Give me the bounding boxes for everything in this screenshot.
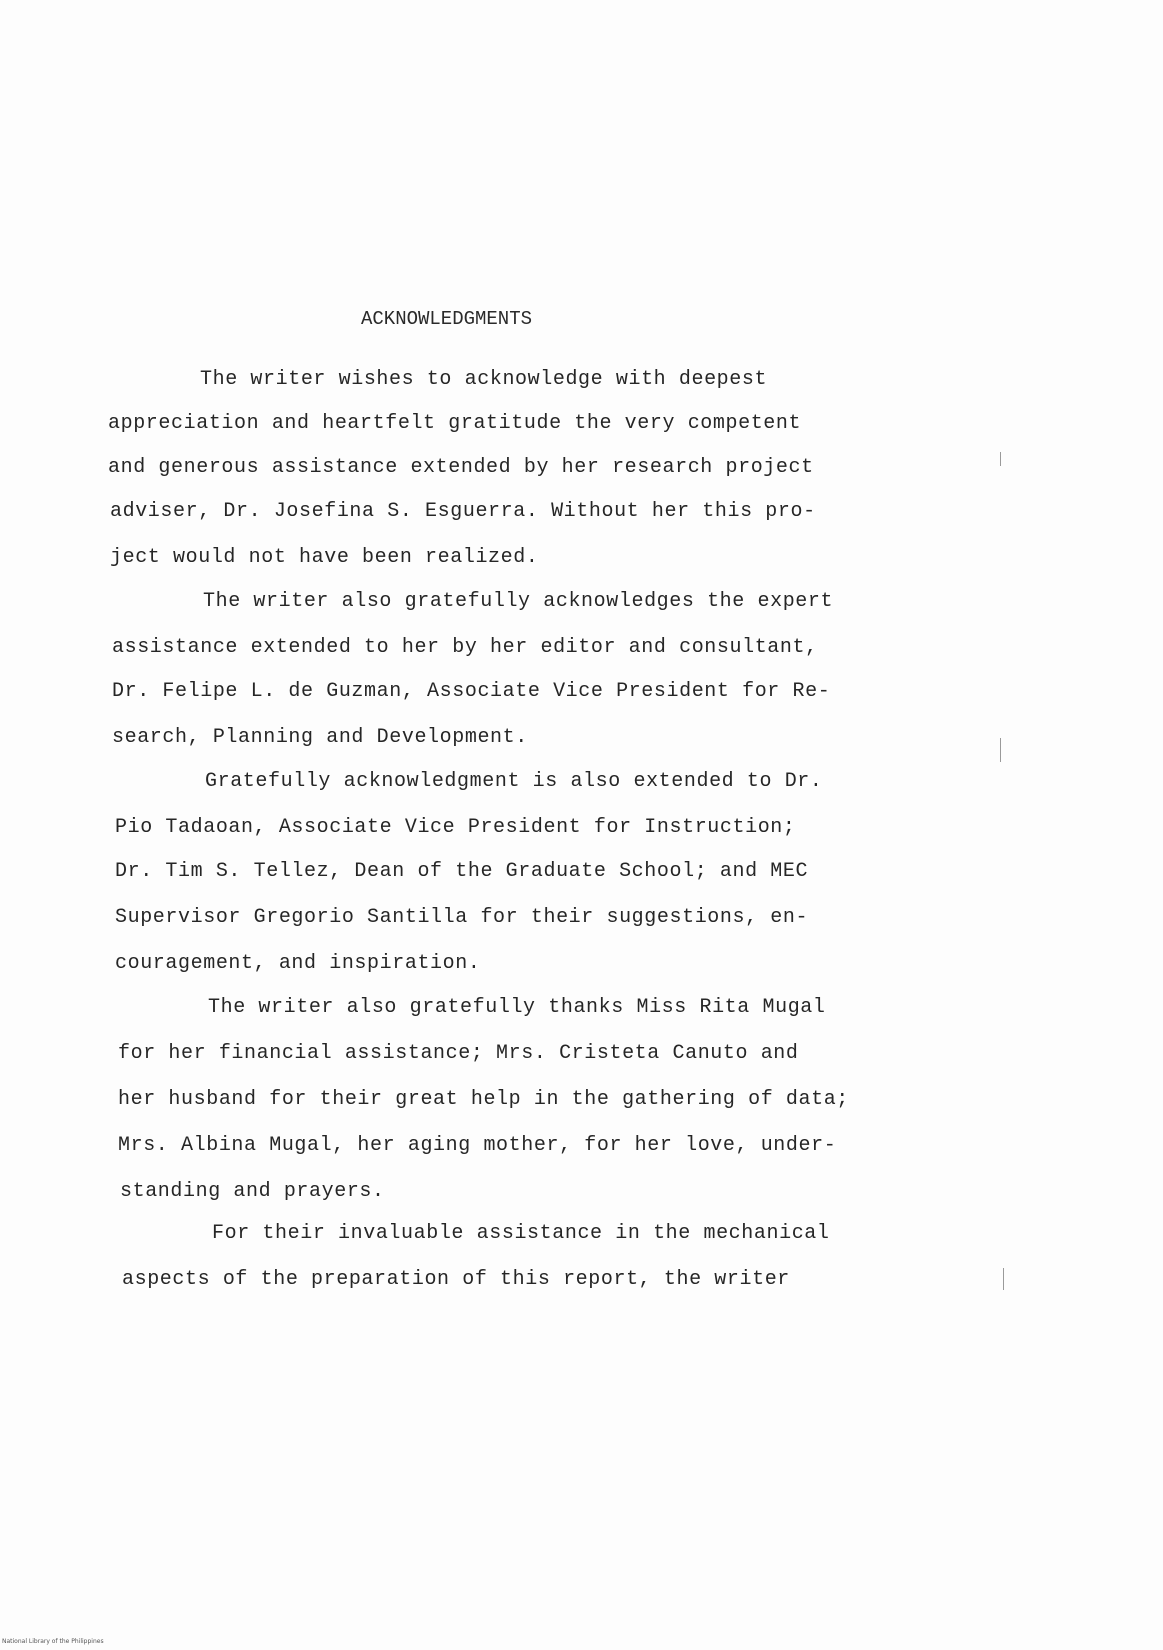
text-line: Dr. Felipe L. de Guzman, Associate Vice President for Re- — [112, 680, 831, 703]
text-line: for her financial assistance; Mrs. Cristeta Canuto and — [118, 1042, 799, 1065]
text-line: Mrs. Albina Mugal, her aging mother, for her love, under- — [118, 1134, 837, 1157]
text-line: Pio Tadaoan, Associate Vice President for Instruction; — [115, 816, 796, 839]
text-line: Dr. Tim S. Tellez, Dean of the Graduate School; and MEC — [115, 860, 809, 883]
text-line: aspects of the preparation of this report, the writer — [122, 1268, 790, 1291]
text-line: couragement, and inspiration. — [115, 952, 481, 975]
text-line: The writer also gratefully acknowledges the expert — [203, 590, 834, 613]
scan-speck — [1000, 452, 1001, 466]
scan-speck — [1000, 738, 1001, 762]
text-line: appreciation and heartfelt gratitude the very competent — [108, 412, 802, 435]
text-line: search, Planning and Development. — [112, 726, 528, 749]
text-line: assistance extended to her by her editor and consultant, — [112, 636, 818, 659]
text-line: For their invaluable assistance in the mechanical — [212, 1222, 830, 1245]
page-title: ACKNOWLEDGMENTS — [360, 308, 533, 330]
text-line: standing and prayers. — [120, 1180, 385, 1203]
text-line: The writer wishes to acknowledge with deepest — [200, 368, 768, 391]
text-line: adviser, Dr. Josefina S. Esguerra. Without her this pro- — [110, 500, 816, 523]
text-line: Gratefully acknowledgment is also extended to Dr. — [205, 770, 823, 793]
text-line: Supervisor Gregorio Santilla for their suggestions, en- — [115, 906, 809, 929]
scan-footer: National Library of the Philippines — [2, 1638, 104, 1645]
text-line: ject would not have been realized. — [110, 546, 539, 569]
scan-speck — [1003, 1268, 1004, 1290]
text-line: and generous assistance extended by her research project — [108, 456, 814, 479]
text-line: her husband for their great help in the gathering of data; — [118, 1088, 849, 1111]
text-line: The writer also gratefully thanks Miss Rita Mugal — [208, 996, 826, 1019]
